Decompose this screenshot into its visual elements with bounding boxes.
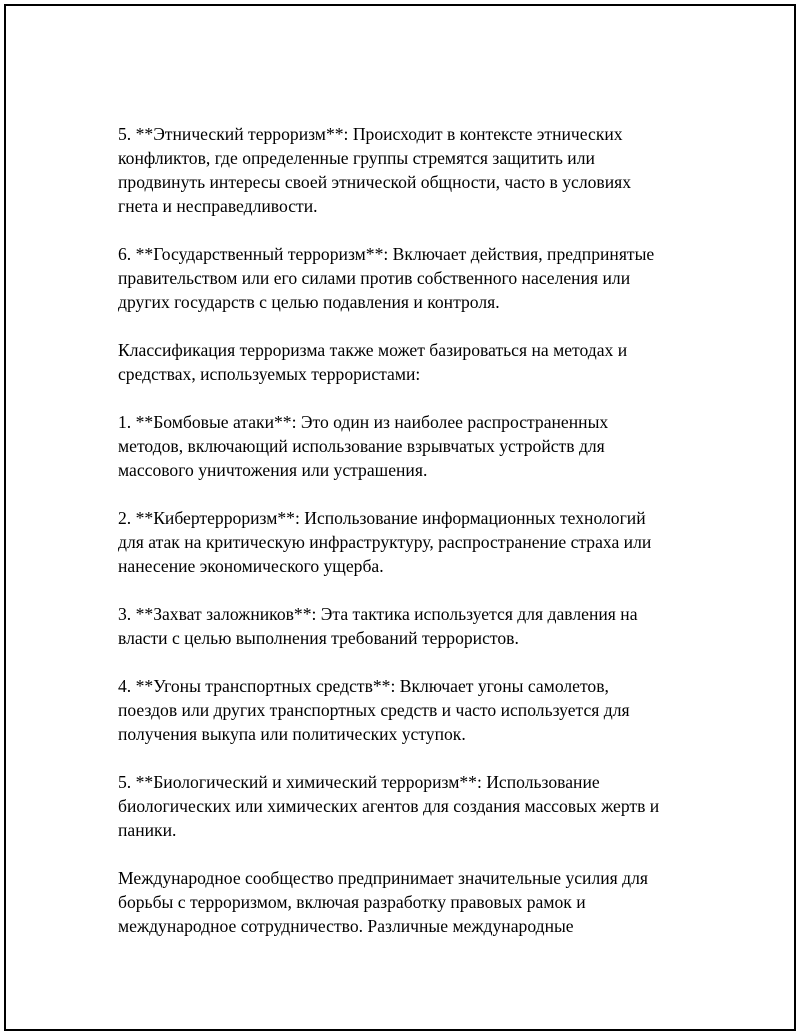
text-line: 2. **Кибертерроризм**: Использование информационных технологий xyxy=(118,508,646,528)
text-line: гнета и несправедливости. xyxy=(118,196,318,216)
paragraph-vehicle-hijacking xyxy=(118,674,708,746)
paragraph-gap xyxy=(118,314,708,338)
text-line: биологических или химических агентов для создания массовых жертв и xyxy=(118,796,660,816)
text-line: паники. xyxy=(118,820,177,840)
text-line: 6. **Государственный терроризм**: Включает действия, предпринятые xyxy=(118,244,655,264)
text-line: Международное сообщество предпринимает значительные усилия для xyxy=(118,868,648,888)
paragraph-gap xyxy=(118,386,708,410)
text-line: продвинуть интересы своей этнической общности, часто в условиях xyxy=(118,172,632,192)
paragraph-classification-intro xyxy=(118,338,708,386)
text-line: международное сотрудничество. Различные международные xyxy=(118,916,574,936)
paragraph-international-efforts xyxy=(118,866,708,938)
text-line: 1. **Бомбовые атаки**: Это один из наиболее распространенных xyxy=(118,412,609,432)
text-line: 3. **Захват заложников**: Эта тактика используется для давления на xyxy=(118,604,638,624)
paragraph-gap xyxy=(118,578,708,602)
text-line: получения выкупа или политических уступок. xyxy=(118,724,466,744)
paragraph-gap xyxy=(118,218,708,242)
text-line: правительством или его силами против собственного населения или xyxy=(118,268,631,288)
paragraph-state-terrorism xyxy=(118,242,708,314)
text-line: поездов или других транспортных средств и часто используется для xyxy=(118,700,630,720)
paragraph-bio-chem-terrorism xyxy=(118,770,708,842)
text-line: борьбы с терроризмом, включая разработку правовых рамок и xyxy=(118,892,586,912)
text-line: для атак на критическую инфраструктуру, распространение страха или xyxy=(118,532,652,552)
paragraph-cyberterrorism xyxy=(118,506,708,578)
text-line: Классификация терроризма также может базироваться на методах и xyxy=(118,340,628,360)
paragraph-gap xyxy=(118,482,708,506)
paragraph-gap xyxy=(118,746,708,770)
text-line: 5. **Этнический терроризм**: Происходит в контексте этнических xyxy=(118,124,623,144)
text-line: конфликтов, где определенные группы стремятся защитить или xyxy=(118,148,595,168)
text-line: власти с целью выполнения требований террористов. xyxy=(118,628,519,648)
paragraph-gap xyxy=(118,650,708,674)
paragraph-gap xyxy=(118,842,708,866)
text-line: массового уничтожения или устрашения. xyxy=(118,460,428,480)
text-line: методов, включающий использование взрывчатых устройств для xyxy=(118,436,605,456)
text-line: нанесение экономического ущерба. xyxy=(118,556,384,576)
text-line: других государств с целью подавления и контроля. xyxy=(118,292,500,312)
text-line: 5. **Биологический и химический терроризм**: Использование xyxy=(118,772,600,792)
text-line: 4. **Угоны транспортных средств**: Включает угоны самолетов, xyxy=(118,676,609,696)
paragraph-hostage-taking xyxy=(118,602,708,650)
paragraph-bomb-attacks xyxy=(118,410,708,482)
paragraph-ethnic-terrorism xyxy=(118,122,708,218)
document-page xyxy=(4,4,796,1031)
document-body xyxy=(118,122,708,938)
text-line: средствах, используемых террористами: xyxy=(118,364,421,384)
